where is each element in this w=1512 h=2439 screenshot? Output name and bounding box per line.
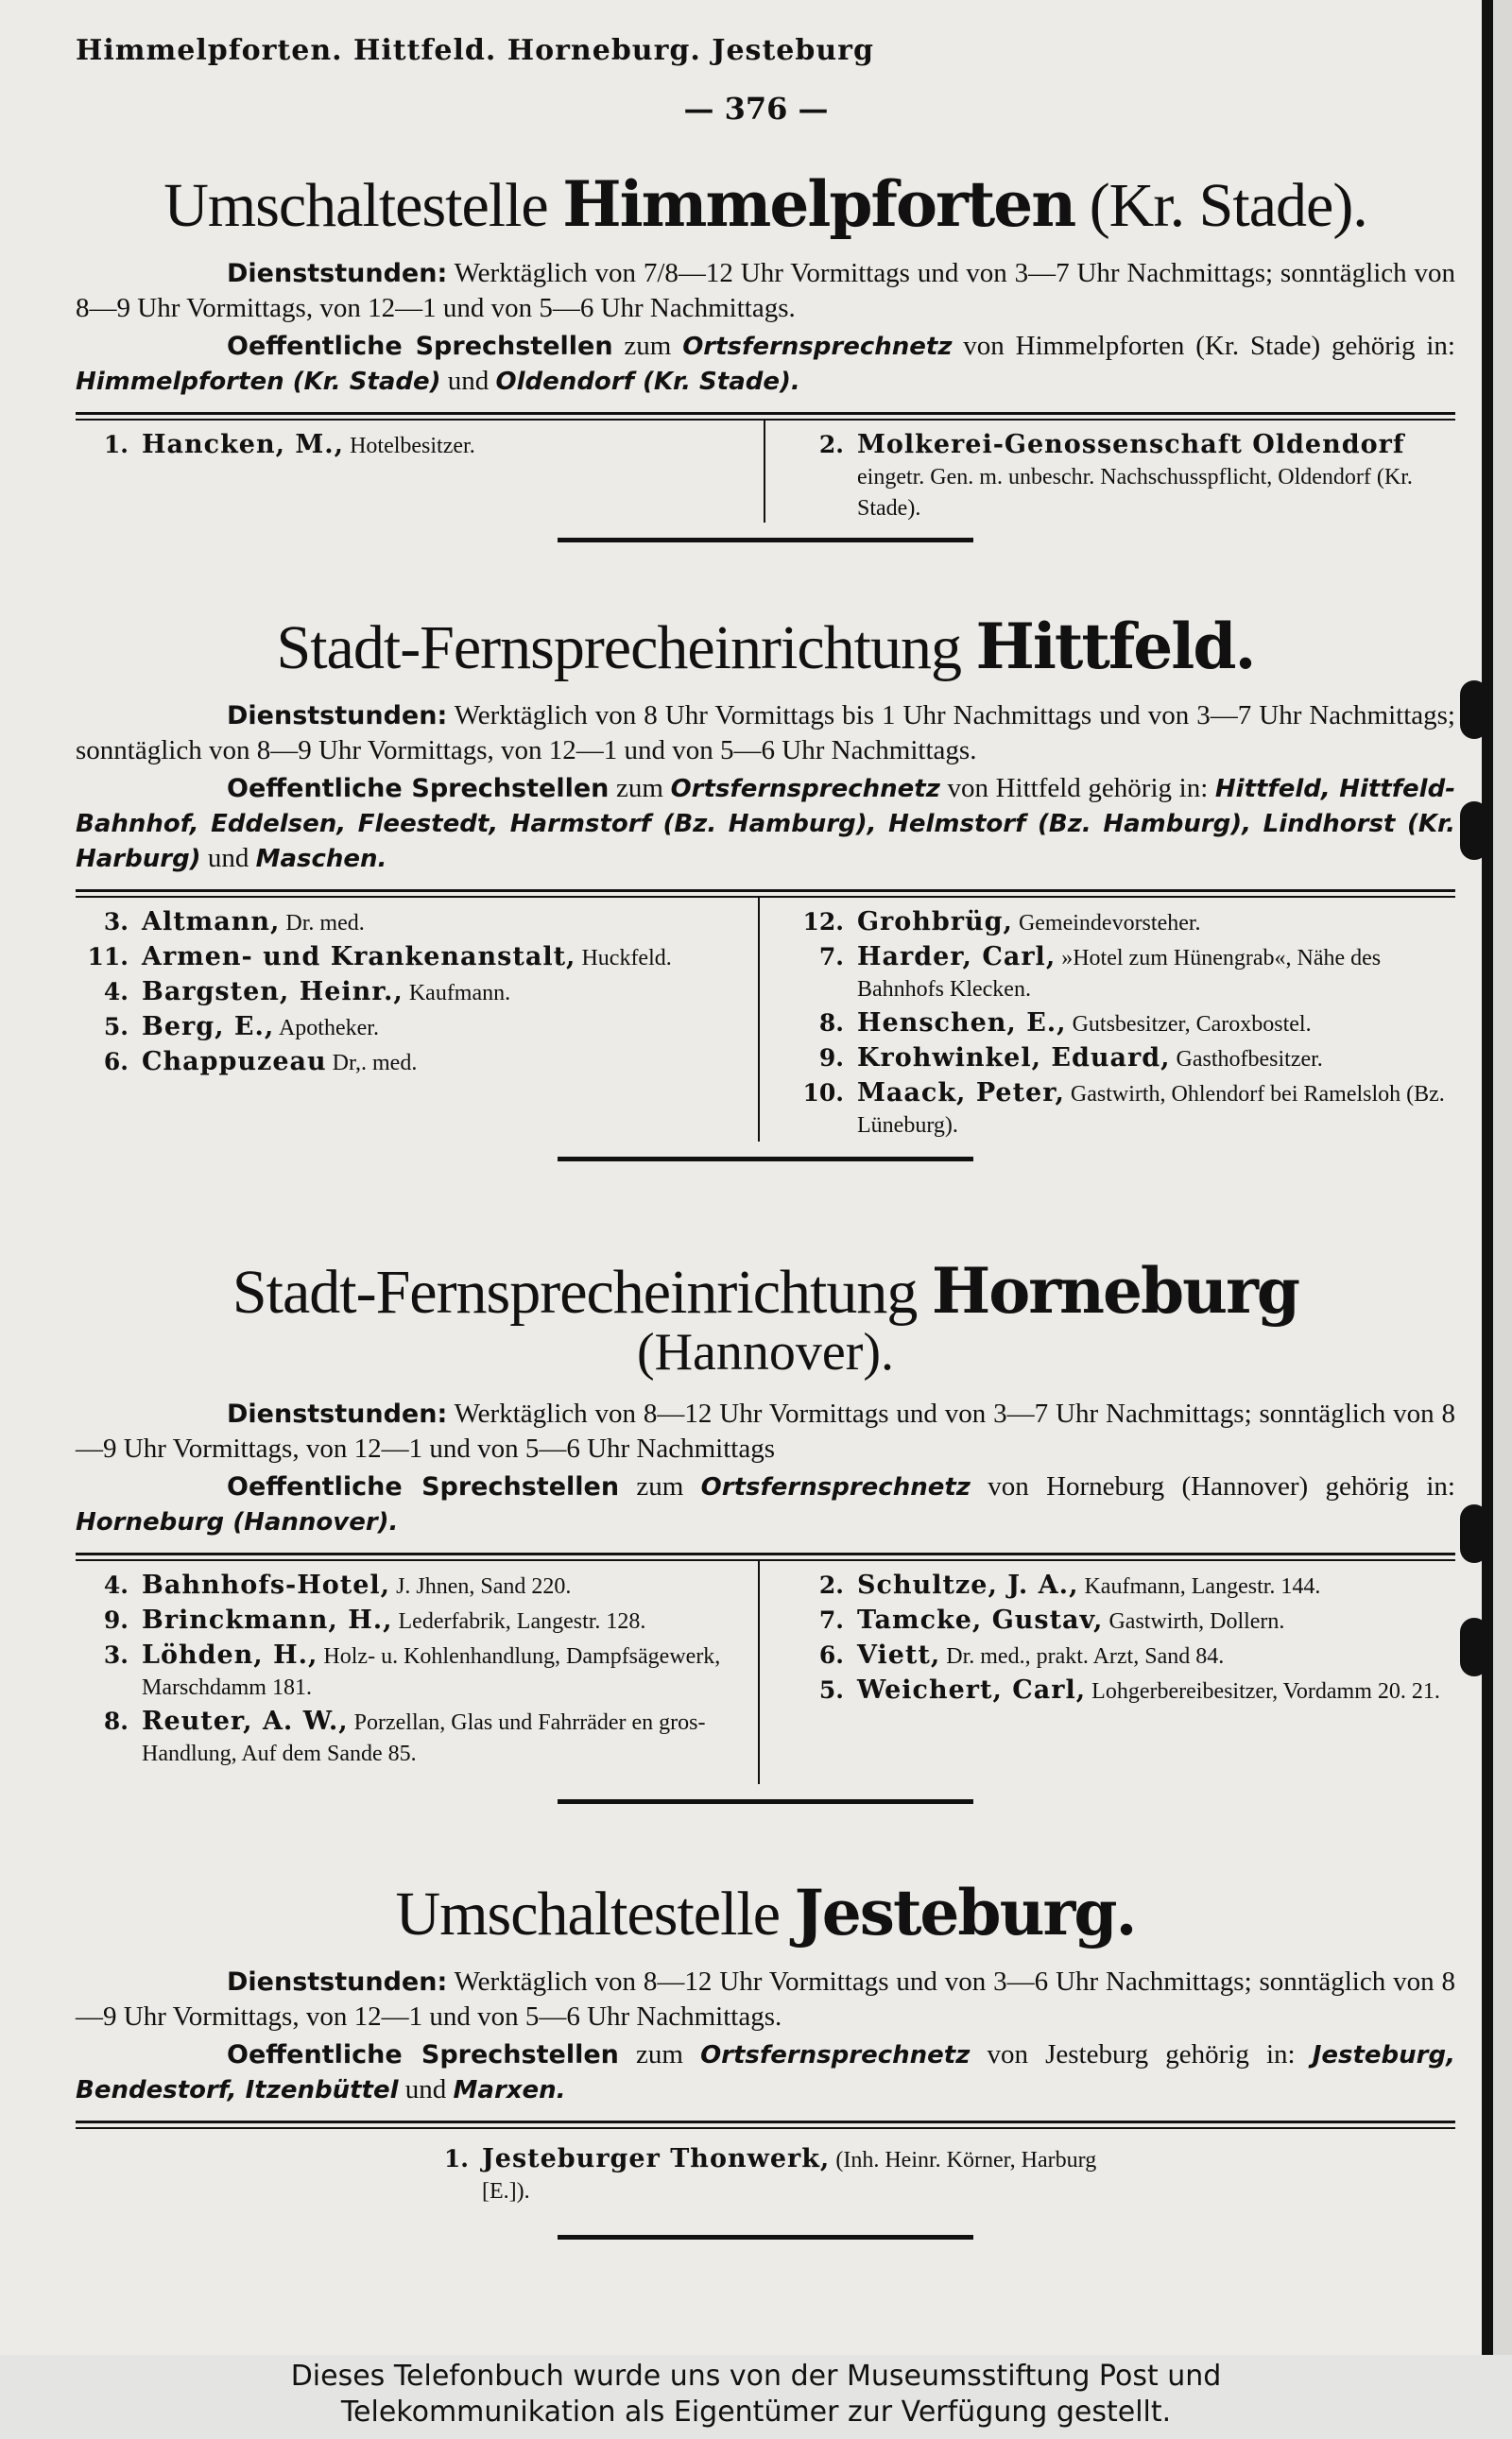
archive-notice-footer	[0, 2355, 1512, 2439]
service-hours-paragraph: Dienststunden: Werktäglich von 8 Uhr Vormittags bis 1 Uhr Nachmittags und von 3—7 Uhr Nachmittags; sonntäglich von 8—9 Uhr Vormittags, von 12—1 und von 5—6 Uhr Nachmittags.	[76, 699, 1455, 765]
section-horneburg	[76, 1254, 1455, 1804]
double-rule	[76, 2121, 1455, 2129]
list-item: 8. Henschen, E., Gutsbesitzer, Caroxbostel.	[818, 1007, 1312, 1038]
list-item: 12. Grohbrüg, Gemeindevorsteher.	[802, 906, 1201, 936]
double-rule	[76, 889, 1455, 898]
section-title: Stadt-Fernsprecheinrichtung Horneburg	[232, 1254, 1299, 1328]
column-divider	[758, 898, 760, 1142]
running-header: Himmelpforten. Hittfeld. Horneburg. Jesteburg	[76, 34, 874, 67]
list-item: 9. Brinckmann, H., Lederfabrik, Langestr. 128.	[103, 1606, 646, 1636]
section-jesteburg	[76, 1876, 1455, 2240]
section-himmelpforten	[76, 167, 1455, 542]
subscriber-list	[76, 1561, 1455, 1784]
footer-line: Telekommunikation als Eigentümer zur Verfügung gestellt.	[340, 2396, 1172, 2429]
list-item: 9. Krohwinkel, Eduard, Gasthofbesitzer.	[818, 1042, 1323, 1073]
scan-margin	[1493, 0, 1512, 2355]
list-item: 7. Harder, Carl, »Hotel zum Hünengrab«, Nähe des Bahnhofs Klecken.	[818, 941, 1382, 1002]
binding-hole	[1460, 1504, 1488, 1563]
binding-hole	[1460, 680, 1488, 739]
list-item: 1. Jesteburger Thonwerk, (Inh. Heinr. Körner, Harburg [E.]).	[443, 2143, 1097, 2204]
double-rule	[76, 412, 1455, 421]
section-separator	[558, 1799, 973, 1804]
list-item: 11. Armen- und Krankenanstalt, Huckfeld.	[87, 941, 672, 971]
list-item: 5. Weichert, Carl, Lohgerbereibesitzer, Vordamm 20. 21.	[818, 1675, 1440, 1706]
list-item: 4. Bargsten, Heinr., Kaufmann.	[103, 976, 511, 1006]
column-divider	[758, 1561, 760, 1784]
section-hittfeld	[76, 612, 1455, 1161]
list-item: 3. Löhden, H., Holz- u. Kohlenhandlung, Dampfsägewerk, Marschdamm 181.	[103, 1640, 721, 1701]
service-hours-paragraph: Dienststunden: Werktäglich von 8—12 Uhr Vormittags und von 3—6 Uhr Nachmittags; sonntäglich von 8—9 Uhr Vormittags, von 12—1 und von 5—6 Uhr Nachmittags.	[76, 1966, 1455, 2032]
subscriber-list	[416, 2144, 1115, 2207]
list-item: 3. Altmann, Dr. med.	[103, 906, 365, 936]
page-edge-border	[1482, 0, 1493, 2355]
subscriber-list	[76, 898, 1455, 1142]
column-divider	[764, 421, 765, 523]
list-item: 1. Hancken, M., Hotelbesitzer.	[103, 429, 475, 459]
binding-hole	[1460, 1618, 1488, 1676]
public-stations-paragraph: Oeffentliche Sprechstellen zum Ortsfernsprechnetz von Jesteburg gehörig in: Jesteburg, Bendestorf, Itzenbüttel und Marxen.	[76, 2038, 1455, 2104]
list-item: 4. Bahnhofs-Hotel, J. Jhnen, Sand 220.	[103, 1571, 572, 1601]
list-item: 7. Tamcke, Gustav, Gastwirth, Dollern.	[818, 1606, 1285, 1636]
section-separator	[558, 538, 973, 542]
double-rule	[76, 1553, 1455, 1561]
list-item: 5. Berg, E., Apotheker.	[103, 1011, 379, 1041]
section-subtitle: (Hannover).	[636, 1322, 895, 1382]
list-item: 6. Viett, Dr. med., prakt. Arzt, Sand 84.	[818, 1640, 1225, 1671]
list-item: 10. Maack, Peter, Gastwirth, Ohlendorf bei Ramelsloh (Bz. Lüneburg).	[802, 1077, 1445, 1138]
footer-line: Dieses Telefonbuch wurde uns von der Museumsstiftung Post und	[290, 2360, 1222, 2393]
section-separator	[558, 1157, 973, 1161]
section-title: Umschaltestelle Jesteburg.	[395, 1876, 1136, 1949]
service-hours-paragraph: Dienststunden: Werktäglich von 8—12 Uhr Vormittags und von 3—7 Uhr Nachmittags; sonntäglich von 8—9 Uhr Vormittags, von 12—1 und von 5—6 Uhr Nachmittags	[76, 1399, 1455, 1465]
list-item: 8. Reuter, A. W., Porzellan, Glas und Fahrräder en gros-Handlung, Auf dem Sande 85.	[103, 1707, 706, 1767]
page-number: — 376 —	[683, 91, 829, 127]
list-item: 2. Schultze, J. A., Kaufmann, Langestr. 144.	[818, 1571, 1321, 1601]
subscriber-list	[76, 421, 1455, 523]
list-item: 2. Molkerei-Genossenschaft Oldendorf eingetr. Gen. m. unbeschr. Nachschusspflicht, Oldendorf (Kr. Stade).	[818, 429, 1413, 521]
public-stations-paragraph: Oeffentliche Sprechstellen zum Ortsfernsprechnetz von Hittfeld gehörig in: Hittfeld, Hittfeld-Bahnhof, Eddelsen, Fleestedt, Harmstorf (Bz. Hamburg), Helmstorf (Bz. Hamburg), Lindhorst (Kr. Harburg) und Maschen.	[76, 772, 1455, 873]
section-title: Umschaltestelle Himmelpforten (Kr. Stade).	[163, 167, 1367, 241]
list-item: 6. Chappuzeau Dr,. med.	[103, 1046, 418, 1076]
binding-hole	[1460, 801, 1488, 860]
service-hours-paragraph: Dienststunden: Werktäglich von 7/8—12 Uhr Vormittags und von 3—7 Uhr Nachmittags; sonntäglich von 8—9 Uhr Vormittags, von 12—1 und von 5—6 Uhr Nachmittags.	[76, 257, 1455, 323]
public-stations-paragraph: Oeffentliche Sprechstellen zum Ortsfernsprechnetz von Horneburg (Hannover) gehörig in: Horneburg (Hannover).	[76, 1471, 1455, 1537]
section-title: Stadt-Fernsprecheinrichtung Hittfeld.	[276, 610, 1255, 683]
public-stations-paragraph: Oeffentliche Sprechstellen zum Ortsfernsprechnetz von Himmelpforten (Kr. Stade) gehörig in: Himmelpforten (Kr. Stade) und Oldendorf (Kr. Stade).	[76, 330, 1455, 396]
section-separator	[558, 2235, 973, 2240]
